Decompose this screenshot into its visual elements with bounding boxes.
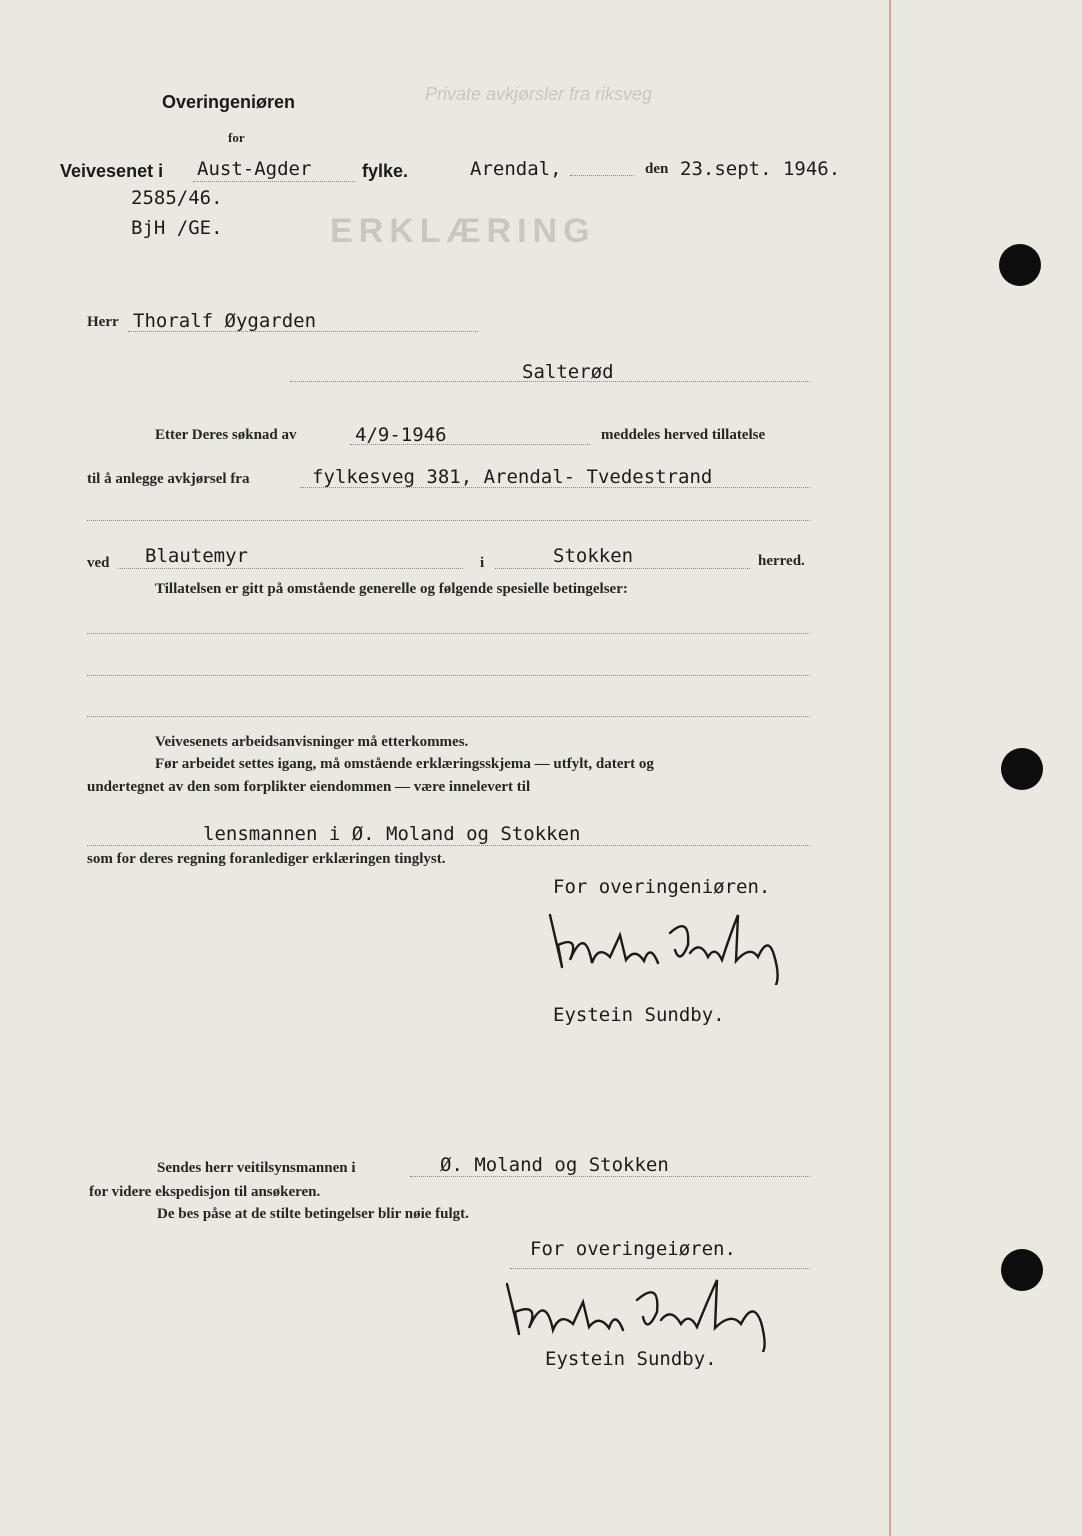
- signature1-handwriting: [540, 905, 800, 985]
- paragraph-line-3: som for deres regning foranlediger erklæringen tinglyst.: [87, 851, 446, 867]
- recipient-underline: [128, 331, 478, 332]
- location-underline: [118, 568, 463, 569]
- application-prefix: Etter Deres søknad av: [155, 427, 297, 443]
- road-underline: [300, 487, 810, 488]
- application-suffix: meddeles herved tillatelse: [601, 427, 766, 443]
- recipient-place: Salterød: [522, 361, 614, 383]
- ved-label: ved: [87, 555, 110, 571]
- city-name: Arendal,: [470, 158, 562, 180]
- paragraph-line-2: undertegnet av den som forplikter eiendommen — være innelevert til: [87, 779, 531, 795]
- blank-line-4: [87, 716, 810, 717]
- deliver-to-underline: [87, 845, 810, 846]
- letter-date: 23.sept. 1946.: [680, 158, 841, 180]
- municipality-name: Stokken: [553, 545, 634, 567]
- city-underline: [570, 175, 634, 176]
- punch-hole-middle: [1001, 748, 1043, 790]
- punch-hole-top: [999, 244, 1041, 286]
- signature1-for-line: For overingeniøren.: [553, 876, 771, 898]
- blank-line-2: [87, 633, 810, 634]
- signature2-name: Eystein Sundby.: [545, 1348, 717, 1370]
- signature2-underline: [510, 1268, 810, 1269]
- signature2-handwriting: [495, 1272, 795, 1352]
- county-underline: [193, 181, 355, 182]
- forwarding-line-1: Sendes herr veitilsynsmannen i: [157, 1160, 356, 1176]
- place-underline: [290, 381, 810, 382]
- forwarding-line-3: De bes påse at de stilte betingelser blir nøie fulgt.: [157, 1206, 469, 1222]
- letterhead-title: Overingeniøren: [162, 92, 296, 112]
- paragraph-line-1: Før arbeidet settes igang, må omstående erklæringsskjema — utfylt, datert og: [155, 756, 654, 772]
- application-date-underline: [350, 444, 590, 445]
- herred-label: herred.: [758, 553, 805, 569]
- location-name: Blautemyr: [145, 545, 248, 567]
- letterhead-org: Veivesenet i: [60, 161, 164, 181]
- recipient-name: Thoralf Øygarden: [133, 310, 317, 332]
- county-name: Aust-Agder: [197, 158, 312, 180]
- salutation: Herr: [87, 314, 119, 330]
- purpose-prefix: til å anlegge avkjørsel fra: [87, 471, 250, 487]
- bleed-through-heading: ERKLÆRING: [330, 212, 596, 250]
- forwarding-place-underline: [410, 1176, 810, 1177]
- reference-number: 2585/46.: [131, 187, 223, 209]
- county-suffix: fylke.: [362, 161, 409, 181]
- letterhead-for: for: [228, 130, 245, 145]
- deliver-to: lensmannen i Ø. Moland og Stokken: [203, 823, 581, 845]
- forwarding-place: Ø. Moland og Stokken: [440, 1154, 669, 1176]
- punch-hole-bottom: [1001, 1249, 1043, 1291]
- instructions-text: Veivesenets arbeidsanvisninger må etterkommes.: [155, 734, 469, 750]
- forwarding-line-2: for videre ekspedisjon til ansøkeren.: [89, 1184, 321, 1200]
- reference-initials: BjH /GE.: [131, 217, 223, 239]
- date-prefix: den: [645, 161, 669, 177]
- municipality-underline: [495, 568, 750, 569]
- i-label: i: [480, 555, 485, 571]
- road-name: fylkesveg 381, Arendal- Tvedestrand: [312, 466, 713, 488]
- blank-line-1: [87, 520, 810, 521]
- signature1-name: Eystein Sundby.: [553, 1004, 725, 1026]
- margin-line: [889, 0, 891, 1536]
- application-date: 4/9-1946: [355, 424, 447, 446]
- signature2-for-line: For overingeiøren.: [530, 1238, 736, 1260]
- bleed-through-stamp: Private avkjørsler fra riksveg: [425, 84, 653, 104]
- conditions-text: Tillatelsen er gitt på omstående generelle og følgende spesielle betingelser:: [155, 581, 628, 597]
- blank-line-3: [87, 675, 810, 676]
